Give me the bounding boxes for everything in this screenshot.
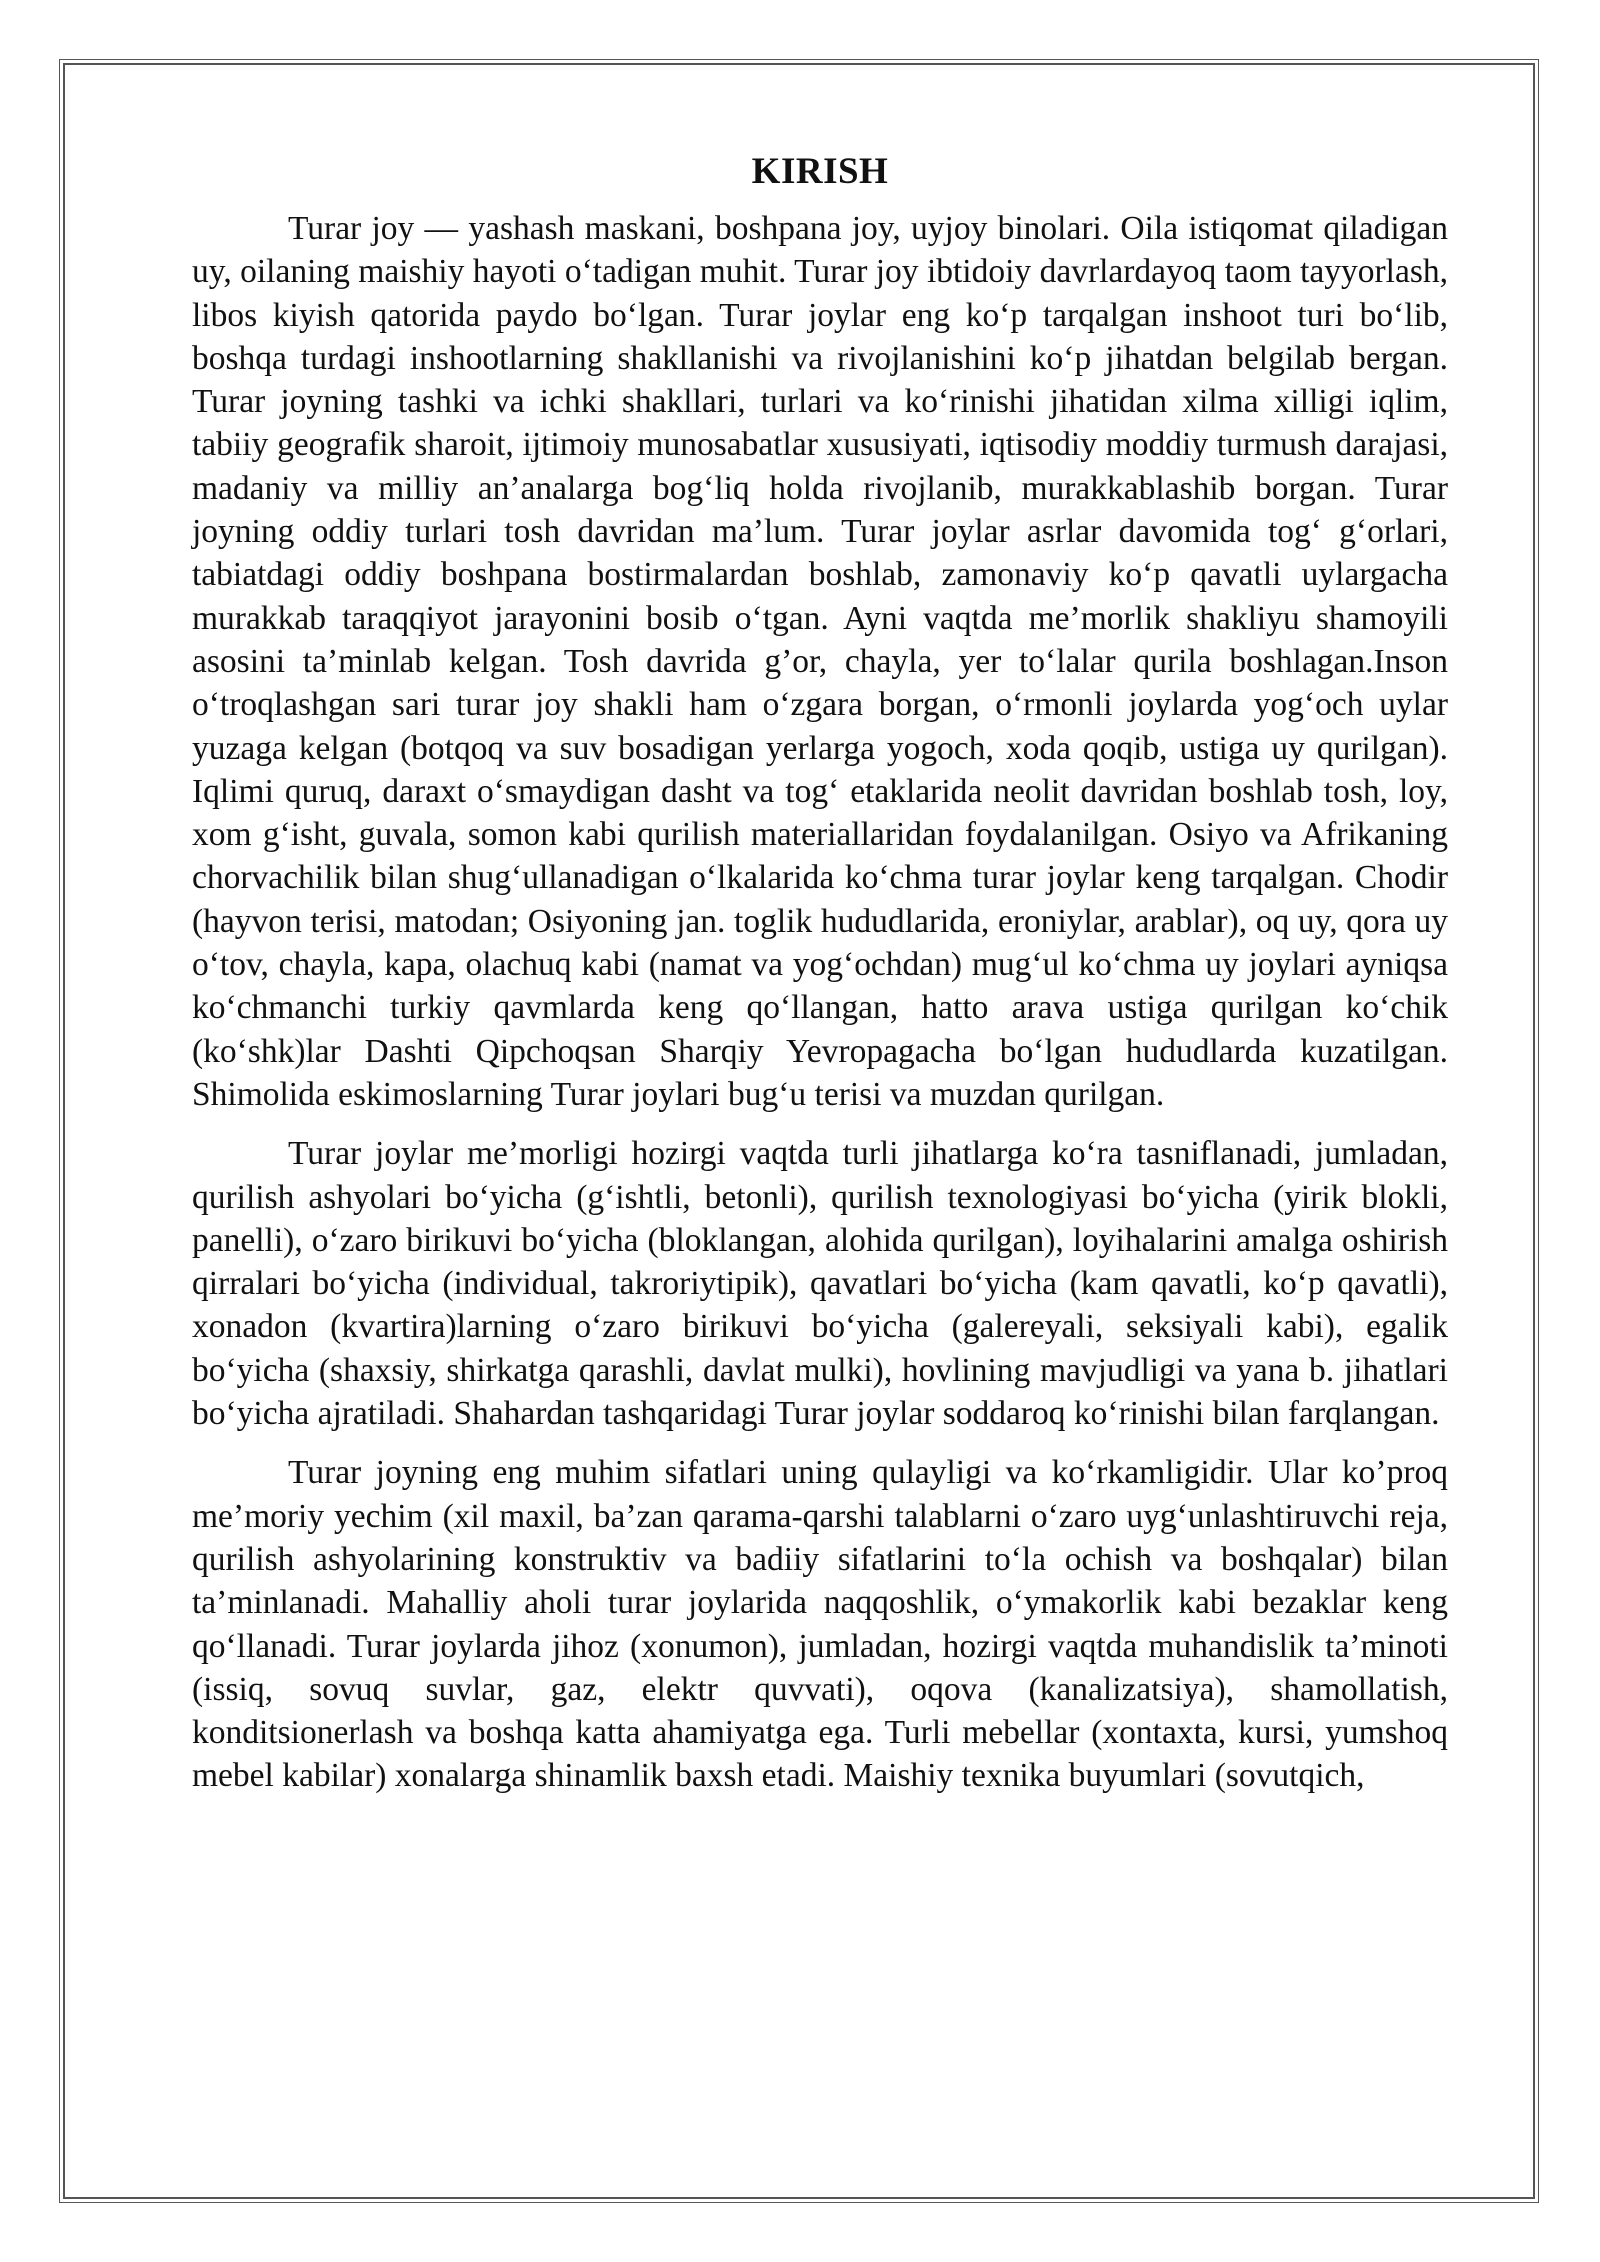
paragraph-1: Turar joy — yashash maskani, boshpana joy, uyjoy binolari. Oila istiqomat qiladigan uy, oilaning maishiy hayoti o‘tadigan muhit. Turar joy ibtidoiy davrlardayoq taom tayyorlash, libos kiyish qatorida paydo bo‘lgan. Turar joylar eng ko‘p tarqalgan inshoot turi bo‘lib, boshqa turdagi inshootlarning shakllanishi va rivojlanishini ko‘p jihatdan belgilab bergan. Turar joyning tashki va ichki shakllari, turlari va ko‘rinishi jihatidan xilma xilligi iqlim, tabiiy geografik sharoit, ijtimoiy munosabatlar xususiyati, iqtisodiy moddiy turmush darajasi, madaniy va milliy an’analarga bog‘liq holda rivojlanib, murakkablashib borgan. Turar joyning oddiy turlari tosh davridan ma’lum. Turar joylar asrlar davomida tog‘ g‘orlari, tabiatdagi oddiy boshpana bostirmalardan boshlab, zamonaviy ko‘p qavatli uylargacha murakkab taraqqiyot jarayonini bosib o‘tgan. Ayni vaqtda me’morlik shakliyu shamoyili asosini ta’minlab kelgan. Tosh davrida g’or, chayla, yer to‘lalar qurila boshlagan.Inson o‘troqlashgan sari turar joy shakli ham o‘zgara borgan, o‘rmonli joylarda yog‘och uylar yuzaga kelgan (botqoq va suv bosadigan yerlarga yogoch, xoda qoqib, ustiga uy qurilgan). Iqlimi quruq, daraxt o‘smaydigan dasht va tog‘ etaklarida neolit davridan boshlab tosh, loy, xom g‘isht, guvala, somon kabi qurilish materiallaridan foydalanilgan. Osiyo va Afrikaning chorvachilik bilan shug‘ullanadigan o‘lkalarida ko‘chma turar joylar keng tarqalgan. Chodir (hayvon terisi, matodan; Osiyoning jan. toglik hududlarida, eroniylar, arablar), oq uy, qora uy o‘tov, chayla, kapa, olachuq kabi (namat va yog‘ochdan) mug‘ul ko‘chma uy joylari ayniqsa ko‘chmanchi turkiy qavmlarda keng qo‘llangan, hatto arava ustiga qurilgan ko‘chik (ko‘shk)lar Dashti Qipchoqsan Sharqiy Yevropagacha bo‘lgan hududlarda kuzatilgan. Shimolida eskimoslarning Turar joylari bug‘u terisi va muzdan qurilgan. [192, 210, 1448, 1113]
paragraph-3: Turar joyning eng muhim sifatlari uning qulayligi va ko‘rkamligidir. Ular ko’proq me’moriy yechim (xil maxil, ba’zan qarama-qarshi talablarni o‘zaro uyg‘unlashtiruvchi reja, qurilish ashyolarining konstruktiv va badiiy sifatlarini to‘la ochish va boshqalar) bilan ta’minlanadi. Mahalliy aholi turar joylarida naqqoshlik, o‘ymakorlik kabi bezaklar keng qo‘llanadi. Turar joylarda jihoz (xonumon), jumladan, hozirgi vaqtda muhandislik ta’minoti (issiq, sovuq suvlar, gaz, elektr quvvati), oqova (kanalizatsiya), shamollatish, konditsionerlash va boshqa katta ahamiyatga ega. Turli mebellar (xontaxta, kursi, yumshoq mebel kabilar) xonalarga shinamlik baxsh etadi. Maishiy texnika buyumlari (sovutqich, [192, 1454, 1448, 1795]
paragraph-2: Turar joylar me’morligi hozirgi vaqtda turli jihatlarga ko‘ra tasniflanadi, jumladan, qurilish ashyolari bo‘yicha (g‘ishtli, betonli), qurilish texnologiyasi bo‘yicha (yirik blokli, panelli), o‘zaro birikuvi bo‘yicha (bloklangan, alohida qurilgan), loyihalarini amalga oshirish qirralari bo‘yicha (individual, takroriytipik), qavatlari bo‘yicha (kam qavatli, ko‘p qavatli), xonadon (kvartira)larning o‘zaro birikuvi bo‘yicha (galereyali, seksiyali kabi), egalik bo‘yicha (shaxsiy, shirkatga qarashli, davlat mulki), hovlining mavjudligi va yana b. jihatlari bo‘yicha ajratiladi. Shahardan tashqaridagi Turar joylar soddaroq ko‘rinishi bilan farqlangan. [192, 1135, 1448, 1433]
document-body [192, 150, 1448, 1814]
document-title: KIRISH [751, 151, 889, 192]
